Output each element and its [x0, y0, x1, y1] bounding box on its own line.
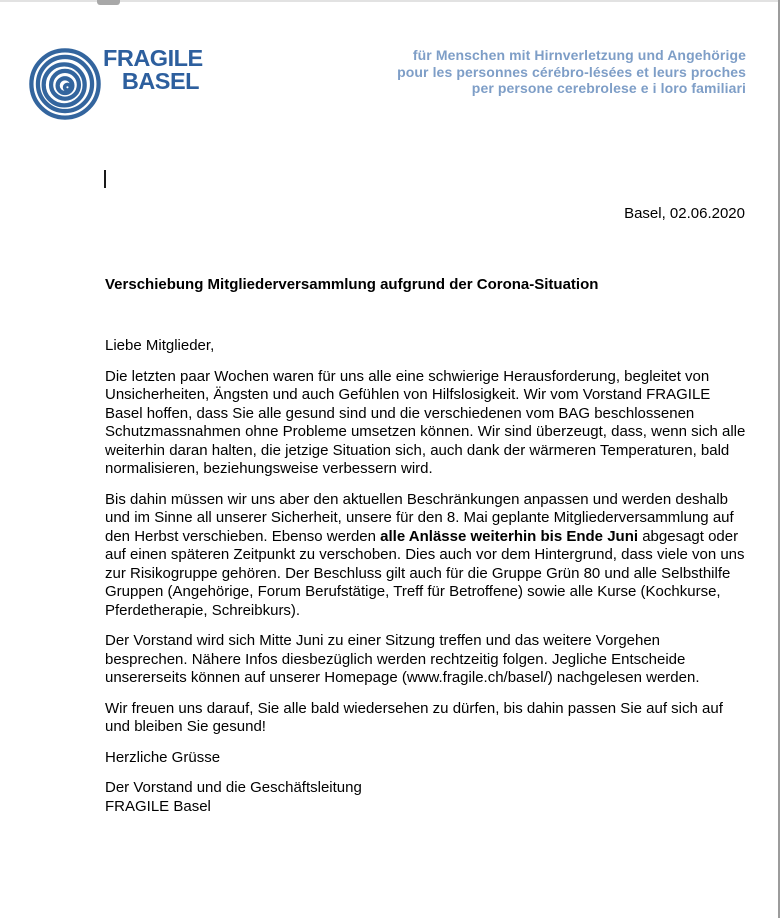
text-line: Basel hoffen, dass Sie alle gesund sind und die verschiedenen vom BAG beschlossenen [105, 404, 695, 422]
text-line: FRAGILE Basel [105, 797, 211, 815]
tagline-line: für Menschen mit Hirnverletzung und Angehörige [412, 47, 746, 63]
text-line: Bis dahin müssen wir uns aber den aktuellen Beschränkungen anpassen und werden deshalb [105, 490, 728, 508]
paragraph [105, 337, 745, 356]
brand-wordmark-line1: FRAGILE [103, 45, 203, 71]
text-line: Der Vorstand und die Geschäftsleitung [105, 779, 362, 796]
text-line: unsererseits können auf unserer Homepage (www.fragile.ch/basel/) nachgelesen werden. [105, 669, 700, 686]
tagline-line: per persone cerebrolese e i loro familiari [471, 80, 746, 96]
text-line: Wir freuen uns darauf, Sie alle bald wiedersehen zu dürfen, bis dahin passen Sie auf sich auf [105, 699, 723, 717]
text-line: zur Risikogruppe gehören. Der Beschluss gilt auch für die Gruppe Grün 80 und alle Selbsthilfe [105, 564, 731, 582]
text-line: Unsicherheiten, Ängsten und auch Gefühlen von Hilfslosigkeit. Wir vom Vorstand FRAGILE [105, 386, 711, 403]
text-line: Gruppen (Angehörige, Forum Berufstätige, Treff für Betroffene) sowie alle Kurse (Kochkurse, [105, 583, 721, 600]
text-line: und im Sinne all unserer Sicherheit, unsere für den 8. Mai geplante Mitgliederversammlung auf [105, 509, 734, 526]
letter-editing-area[interactable] [105, 0, 745, 918]
text-line: besprechen. Nähere Infos diesbezüglich werden rechtzeitig folgen. Jegliche Entscheide [105, 650, 686, 668]
paragraph [105, 749, 745, 768]
text-line: Schutzmassnahmen ohne Probleme umsetzen können. Wir sind überzeugt, dass, wenn sich alle [105, 423, 746, 440]
letter-body [105, 337, 745, 828]
subject-line: Verschiebung Mitgliederversammlung aufgrund der Corona-Situation [105, 276, 599, 293]
text-line: Herzliche Grüsse [105, 748, 221, 766]
brand-wordmark-line2: BASEL [121, 68, 199, 94]
paragraph [105, 491, 745, 621]
paragraph [105, 632, 745, 688]
text-line: den Herbst verschieben. Ebenso werden alle Anlässe weiterhin bis Ende Juni abgesagt oder [105, 527, 739, 545]
text-line: weiterhin daran halten, die jetzige Situation sich, auch dank der wärmeren Temperaturen, bald [105, 441, 730, 459]
text-line: Liebe Mitglieder, [105, 337, 215, 354]
text-line: Die letzten paar Wochen waren für uns alle eine schwierige Herausforderung, begleitet von [105, 367, 710, 385]
text-line: und bleiben Sie gesund! [105, 718, 266, 735]
tagline-line: pour les personnes cérébro-lésées et leurs proches [397, 63, 746, 80]
fragile-spiral-logo-icon [24, 43, 106, 125]
date-line: Basel, 02.06.2020 [624, 205, 745, 222]
text-line: normalisieren, beziehungsweise verbessern wird. [105, 460, 433, 477]
text-line: Pferdetherapie, Schreibkurs). [105, 601, 301, 619]
text-line: auf einen späteren Zeitpunkt zu verschoben. Dies auch vor dem Hintergrund, dass viele von uns [105, 546, 745, 563]
paragraph [105, 700, 745, 737]
paragraph [105, 368, 745, 479]
paragraph [105, 779, 745, 816]
text-line: Der Vorstand wird sich Mitte Juni zu einer Sitzung treffen und das weitere Vorgehen [105, 632, 661, 649]
